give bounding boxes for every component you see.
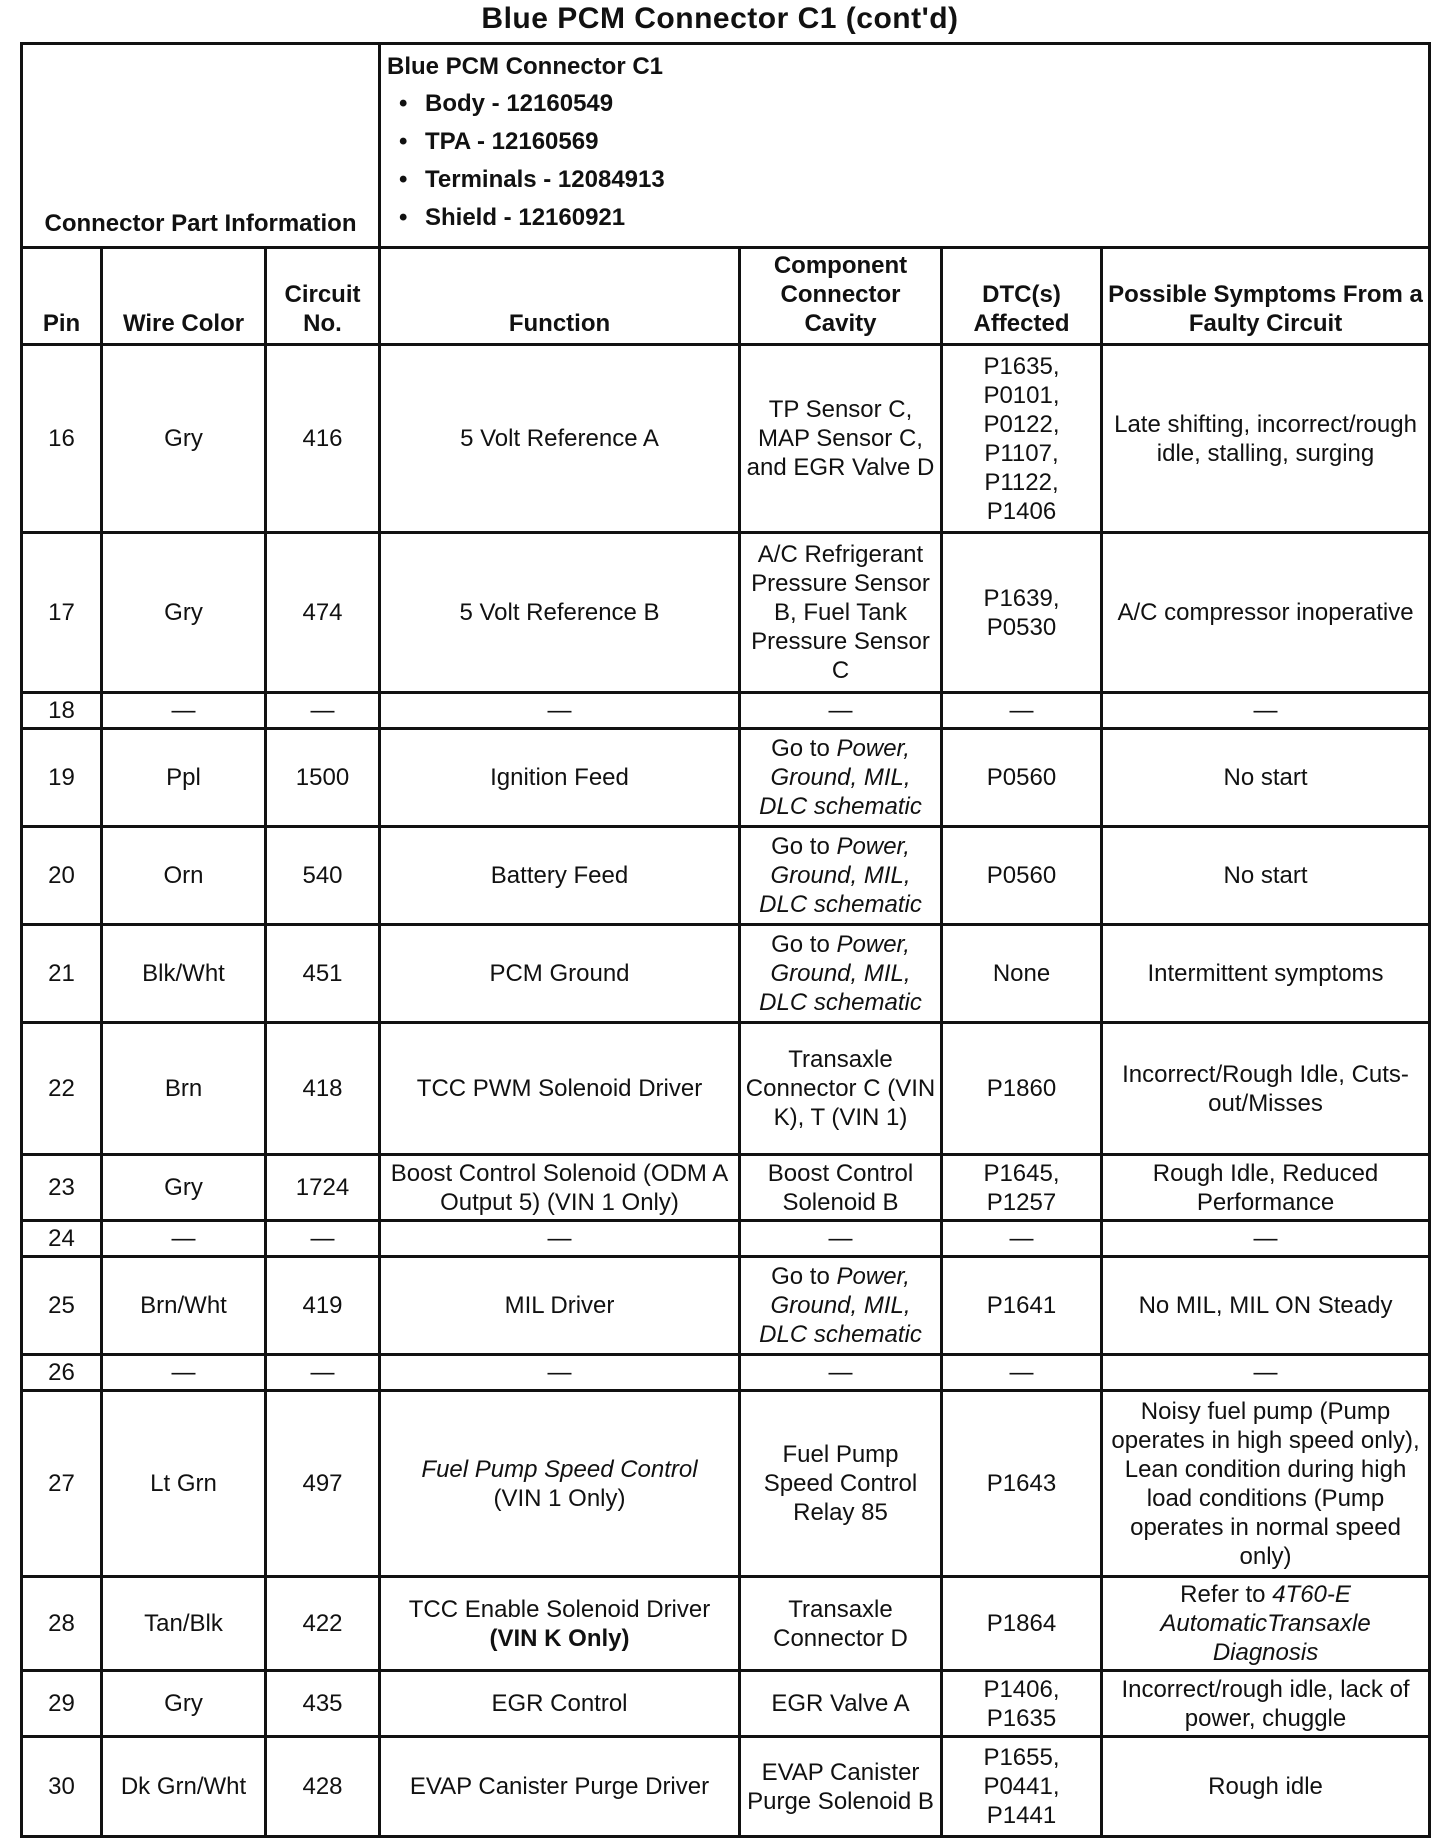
- cell-circuit: 451: [266, 925, 380, 1023]
- table-row: [22, 345, 1430, 533]
- cell-symptoms: Late shifting, incorrect/rough idle, stalling, surging: [1102, 345, 1430, 533]
- cell-symptoms: Incorrect/Rough Idle, Cuts-out/Misses: [1102, 1023, 1430, 1155]
- cell-function: 5 Volt Reference A: [380, 345, 740, 533]
- part-item: • Body - 12160549: [399, 90, 614, 117]
- table-row: [22, 1355, 1430, 1391]
- cell-cavity: —: [740, 693, 942, 729]
- cell-pin: 17: [22, 533, 102, 693]
- cell-circuit: 1724: [266, 1155, 380, 1221]
- cell-wire: —: [102, 693, 266, 729]
- cell-function: —: [380, 1355, 740, 1391]
- cell-symptoms: —: [1102, 1221, 1430, 1257]
- cell-symptoms: No MIL, MIL ON Steady: [1102, 1257, 1430, 1355]
- part-item: • Shield - 12160921: [399, 204, 626, 231]
- cell-dtc: P0560: [942, 827, 1102, 925]
- cell-symptoms: Rough idle: [1102, 1737, 1430, 1837]
- cell-symptoms: Refer to 4T60-E AutomaticTransaxle Diagnosis: [1102, 1577, 1430, 1671]
- cell-cavity: Go to Power, Ground, MIL, DLC schematic: [740, 925, 942, 1023]
- cell-symptoms: Rough Idle, Reduced Performance: [1102, 1155, 1430, 1221]
- connector-name: Blue PCM Connector C1: [387, 53, 664, 80]
- cell-wire: Lt Grn: [102, 1391, 266, 1577]
- cell-circuit: 474: [266, 533, 380, 693]
- table-row: [22, 1671, 1430, 1737]
- table-row: [22, 1257, 1430, 1355]
- part-number-list: [387, 85, 1422, 237]
- cell-circuit: 418: [266, 1023, 380, 1155]
- header-circuit: Circuit No.: [266, 248, 380, 345]
- cell-circuit: 435: [266, 1671, 380, 1737]
- cell-cavity: Go to Power, Ground, MIL, DLC schematic: [740, 1257, 942, 1355]
- cell-dtc: P1635, P0101, P0122, P1107, P1122, P1406: [942, 345, 1102, 533]
- cell-pin: 25: [22, 1257, 102, 1355]
- cell-wire: Brn: [102, 1023, 266, 1155]
- table-row: [22, 1221, 1430, 1257]
- cell-wire: Gry: [102, 345, 266, 533]
- cell-dtc: P1406, P1635: [942, 1671, 1102, 1737]
- cell-wire: Gry: [102, 1155, 266, 1221]
- header-pin: Pin: [22, 248, 102, 345]
- cell-cavity: EGR Valve A: [740, 1671, 942, 1737]
- cell-cavity: —: [740, 1355, 942, 1391]
- cell-pin: 30: [22, 1737, 102, 1837]
- cell-circuit: —: [266, 1221, 380, 1257]
- cell-dtc: P1643: [942, 1391, 1102, 1577]
- cell-wire: Gry: [102, 533, 266, 693]
- cell-symptoms: Intermittent symptoms: [1102, 925, 1430, 1023]
- table-row: [22, 1155, 1430, 1221]
- cell-wire: Orn: [102, 827, 266, 925]
- cell-dtc: P1860: [942, 1023, 1102, 1155]
- cell-function: TCC Enable Solenoid Driver (VIN K Only): [380, 1577, 740, 1671]
- cell-circuit: —: [266, 693, 380, 729]
- cell-dtc: P1864: [942, 1577, 1102, 1671]
- cell-dtc: —: [942, 1355, 1102, 1391]
- cell-pin: 21: [22, 925, 102, 1023]
- cell-wire: Blk/Wht: [102, 925, 266, 1023]
- cell-symptoms: No start: [1102, 827, 1430, 925]
- table-row: [22, 925, 1430, 1023]
- page-title: Blue PCM Connector C1 (cont'd): [481, 2, 959, 35]
- cell-dtc: P1641: [942, 1257, 1102, 1355]
- cell-function: Ignition Feed: [380, 729, 740, 827]
- cell-cavity: —: [740, 1221, 942, 1257]
- cell-cavity: Go to Power, Ground, MIL, DLC schematic: [740, 729, 942, 827]
- cell-cavity: Boost Control Solenoid B: [740, 1155, 942, 1221]
- connector-info-body: [380, 44, 1430, 248]
- table-row: [22, 1577, 1430, 1671]
- part-item: • Terminals - 12084913: [399, 166, 665, 193]
- cell-function: MIL Driver: [380, 1257, 740, 1355]
- cell-pin: 20: [22, 827, 102, 925]
- cell-pin: 19: [22, 729, 102, 827]
- cell-function: Fuel Pump Speed Control (VIN 1 Only): [380, 1391, 740, 1577]
- cell-symptoms: —: [1102, 693, 1430, 729]
- cell-pin: 23: [22, 1155, 102, 1221]
- cell-circuit: 428: [266, 1737, 380, 1837]
- cell-function: Battery Feed: [380, 827, 740, 925]
- cell-symptoms: Incorrect/rough idle, lack of power, chuggle: [1102, 1671, 1430, 1737]
- cell-wire: Ppl: [102, 729, 266, 827]
- cell-dtc: None: [942, 925, 1102, 1023]
- cell-pin: 26: [22, 1355, 102, 1391]
- header-wire-color: Wire Color: [102, 248, 266, 345]
- cell-wire: —: [102, 1355, 266, 1391]
- cell-function: EVAP Canister Purge Driver: [380, 1737, 740, 1837]
- header-symptoms: Possible Symptoms From a Faulty Circuit: [1102, 248, 1430, 345]
- table-row: [22, 729, 1430, 827]
- cell-cavity: A/C Refrigerant Pressure Sensor B, Fuel Tank Pressure Sensor C: [740, 533, 942, 693]
- pinout-table: [20, 42, 1431, 1838]
- cell-circuit: 1500: [266, 729, 380, 827]
- table-row: [22, 533, 1430, 693]
- cell-dtc: P0560: [942, 729, 1102, 827]
- cell-function: Boost Control Solenoid (ODM A Output 5) (VIN 1 Only): [380, 1155, 740, 1221]
- connector-info-row: [22, 44, 1430, 248]
- cell-circuit: 540: [266, 827, 380, 925]
- cell-pin: 16: [22, 345, 102, 533]
- cell-circuit: 497: [266, 1391, 380, 1577]
- column-header-row: [22, 248, 1430, 345]
- cell-symptoms: Noisy fuel pump (Pump operates in high speed only), Lean condition during high load conditions (Pump operates in normal speed only): [1102, 1391, 1430, 1577]
- cell-circuit: 416: [266, 345, 380, 533]
- cell-wire: Dk Grn/Wht: [102, 1737, 266, 1837]
- cell-cavity: TP Sensor C, MAP Sensor C, and EGR Valve D: [740, 345, 942, 533]
- cell-wire: —: [102, 1221, 266, 1257]
- cell-dtc: —: [942, 693, 1102, 729]
- cell-wire: Gry: [102, 1671, 266, 1737]
- cell-pin: 29: [22, 1671, 102, 1737]
- cell-dtc: P1645, P1257: [942, 1155, 1102, 1221]
- cell-symptoms: —: [1102, 1355, 1430, 1391]
- cell-pin: 18: [22, 693, 102, 729]
- cell-pin: 27: [22, 1391, 102, 1577]
- table-row: [22, 1023, 1430, 1155]
- cell-dtc: —: [942, 1221, 1102, 1257]
- cell-function: EGR Control: [380, 1671, 740, 1737]
- cell-cavity: Transaxle Connector D: [740, 1577, 942, 1671]
- cell-function: PCM Ground: [380, 925, 740, 1023]
- cell-circuit: 419: [266, 1257, 380, 1355]
- cell-circuit: 422: [266, 1577, 380, 1671]
- cell-symptoms: A/C compressor inoperative: [1102, 533, 1430, 693]
- cell-wire: Tan/Blk: [102, 1577, 266, 1671]
- cell-function: —: [380, 693, 740, 729]
- table-row: [22, 827, 1430, 925]
- part-item: • TPA - 12160569: [399, 128, 599, 155]
- header-cavity: Component Connector Cavity: [740, 248, 942, 345]
- cell-dtc: P1655, P0441, P1441: [942, 1737, 1102, 1837]
- cell-cavity: Transaxle Connector C (VIN K), T (VIN 1): [740, 1023, 942, 1155]
- cell-cavity: EVAP Canister Purge Solenoid B: [740, 1737, 942, 1837]
- header-function: Function: [380, 248, 740, 345]
- cell-function: —: [380, 1221, 740, 1257]
- cell-dtc: P1639, P0530: [942, 533, 1102, 693]
- cell-symptoms: No start: [1102, 729, 1430, 827]
- cell-wire: Brn/Wht: [102, 1257, 266, 1355]
- cell-function: 5 Volt Reference B: [380, 533, 740, 693]
- table-row: [22, 1737, 1430, 1837]
- cell-pin: 28: [22, 1577, 102, 1671]
- connector-info-label: Connector Part Information: [22, 44, 380, 248]
- cell-pin: 24: [22, 1221, 102, 1257]
- cell-pin: 22: [22, 1023, 102, 1155]
- cell-cavity: Fuel Pump Speed Control Relay 85: [740, 1391, 942, 1577]
- cell-circuit: —: [266, 1355, 380, 1391]
- cell-function: TCC PWM Solenoid Driver: [380, 1023, 740, 1155]
- table-row: [22, 1391, 1430, 1577]
- cell-cavity: Go to Power, Ground, MIL, DLC schematic: [740, 827, 942, 925]
- table-row: [22, 693, 1430, 729]
- header-dtc: DTC(s) Affected: [942, 248, 1102, 345]
